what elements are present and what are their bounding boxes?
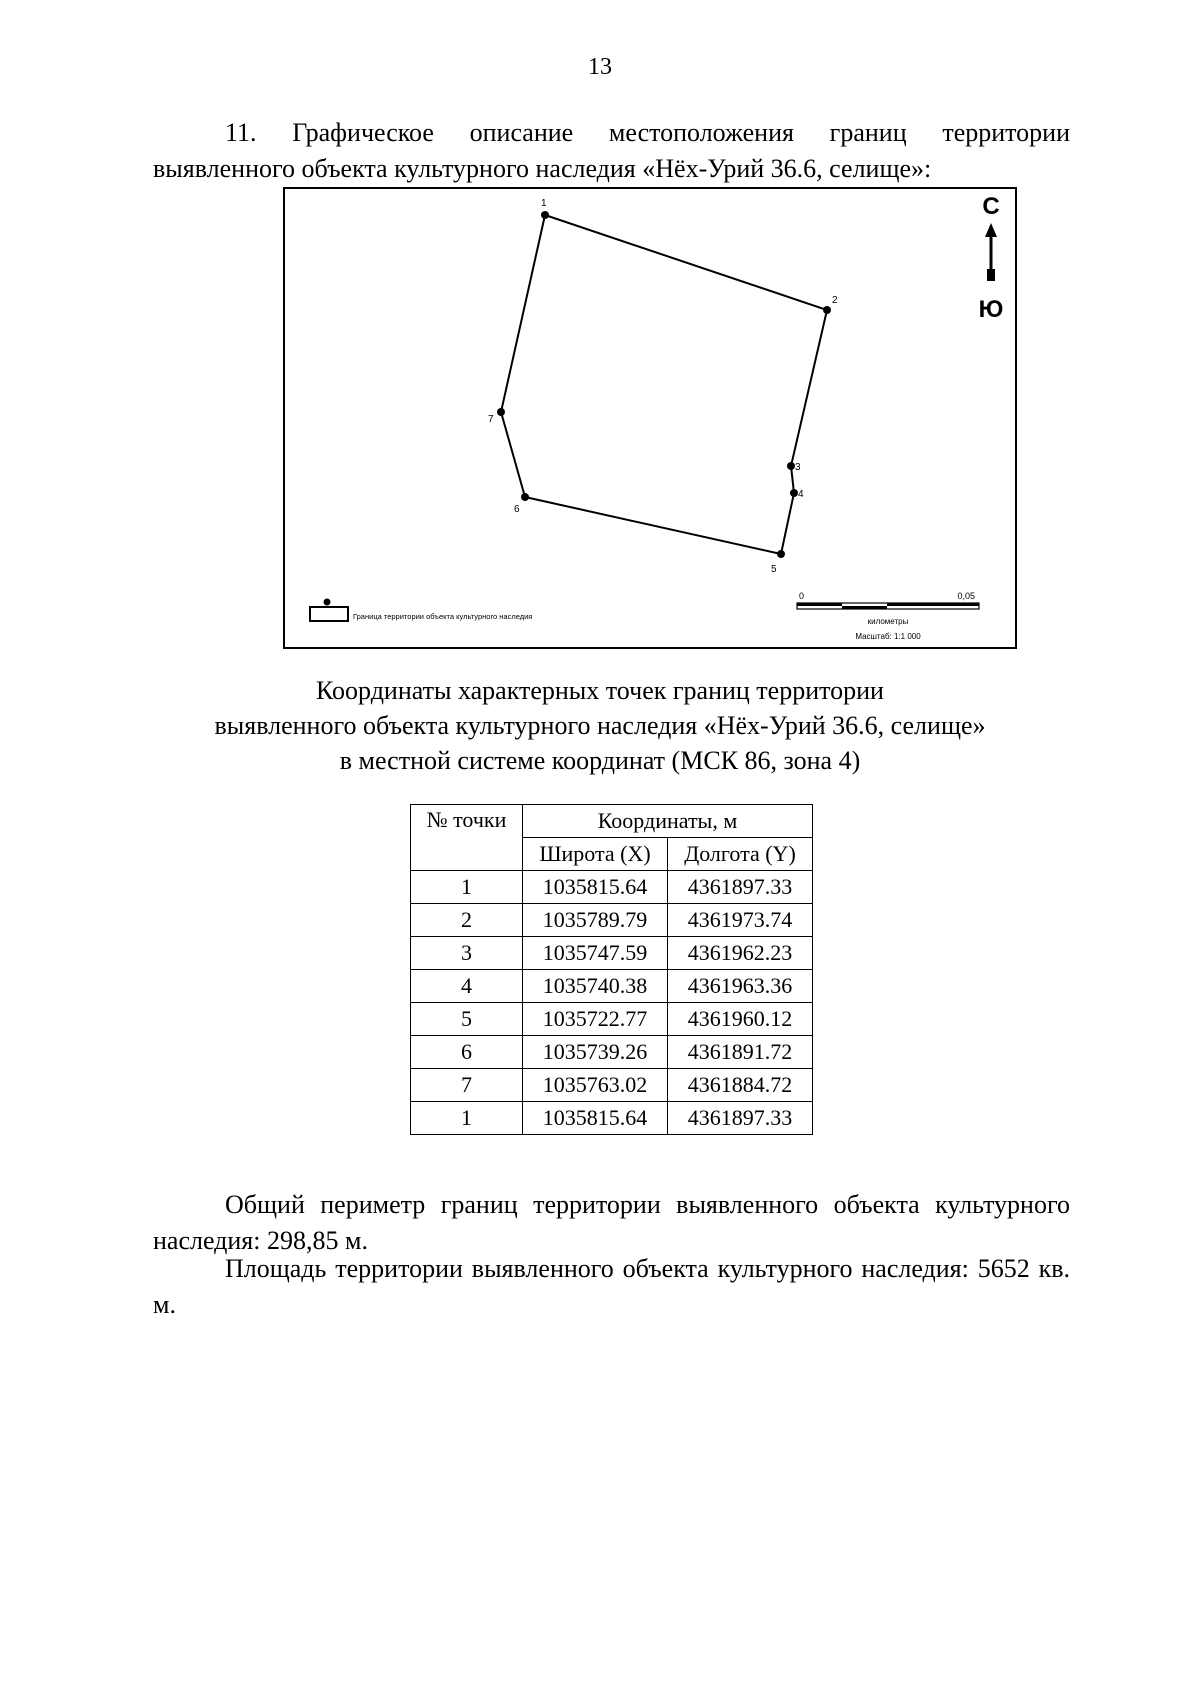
- table-row: [411, 871, 813, 904]
- cell-y: 4361891.72: [668, 1036, 813, 1069]
- cell-x: 1035747.59: [523, 937, 668, 970]
- vertex-label: 6: [514, 504, 520, 515]
- vertex-label: 7: [488, 414, 494, 425]
- coordinates-table: [410, 804, 813, 1135]
- cell-point: 3: [411, 937, 523, 970]
- cell-point: 5: [411, 1003, 523, 1036]
- table-caption-line: Координаты характерных точек границ территории: [316, 676, 884, 705]
- scale-end-label: 0,05: [957, 591, 975, 601]
- table-row: [411, 1003, 813, 1036]
- cell-point: 2: [411, 904, 523, 937]
- page-number: 13: [588, 54, 612, 80]
- cell-x: 1035763.02: [523, 1069, 668, 1102]
- header-point: № точки: [411, 805, 523, 871]
- cell-x: 1035789.79: [523, 904, 668, 937]
- scale-bar-segment: [797, 603, 842, 606]
- cell-point: 6: [411, 1036, 523, 1069]
- cell-x: 1035739.26: [523, 1036, 668, 1069]
- cell-x: 1035722.77: [523, 1003, 668, 1036]
- table-row: [411, 1069, 813, 1102]
- vertex-marker: [823, 306, 831, 314]
- vertex-marker: [497, 408, 505, 416]
- table-row: [411, 970, 813, 1003]
- cell-y: 4361897.33: [668, 871, 813, 904]
- cell-point: 4: [411, 970, 523, 1003]
- vertex-marker: [790, 489, 798, 497]
- vertex-marker: [787, 462, 795, 470]
- cell-y: 4361884.72: [668, 1069, 813, 1102]
- header-coords: Координаты, м: [523, 805, 813, 838]
- perimeter-paragraph: [153, 1187, 1070, 1259]
- table-caption-line: в местной системе координат (МСК 86, зона 4): [339, 746, 861, 775]
- cell-x: 1035740.38: [523, 970, 668, 1003]
- north-label: С: [982, 193, 1000, 220]
- scale-text: Масштаб: 1:1 000: [855, 632, 921, 641]
- cell-x: 1035815.64: [523, 871, 668, 904]
- vertex-marker: [777, 550, 785, 558]
- cell-y: 4361962.23: [668, 937, 813, 970]
- vertex-label: 2: [832, 295, 838, 306]
- cell-x: 1035815.64: [523, 1102, 668, 1135]
- vertex-label: 1: [541, 198, 547, 209]
- legend-vertex-marker: [324, 599, 331, 606]
- cell-point: 7: [411, 1069, 523, 1102]
- scale-bar-segment: [887, 603, 979, 606]
- table-caption-line: выявленного объекта культурного наследия «Нёх-Урий 36.6, селище»: [214, 711, 986, 740]
- section-heading-text: 11. Графическое описание местоположения границ территории выявленного объекта культурного наследия «Нёх-Урий 36.6, селище»:: [153, 118, 1070, 183]
- table-row: [411, 1102, 813, 1135]
- vertex-label: 5: [771, 564, 777, 575]
- table-caption: [0, 673, 1200, 778]
- table-row: [411, 1036, 813, 1069]
- table-row: [411, 937, 813, 970]
- cell-y: 4361897.33: [668, 1102, 813, 1135]
- area-paragraph: [153, 1251, 1070, 1323]
- cell-y: 4361960.12: [668, 1003, 813, 1036]
- table-row: [411, 904, 813, 937]
- scale-start-label: 0: [799, 591, 805, 601]
- scale-units-label: километры: [867, 617, 909, 626]
- north-arrow-icon: [985, 223, 997, 237]
- cell-point: 1: [411, 871, 523, 904]
- header-x: Широта (X): [523, 838, 668, 871]
- vertex-marker: [541, 211, 549, 219]
- south-label: Ю: [978, 296, 1004, 323]
- boundary-map: [283, 187, 1017, 649]
- perimeter-text: Общий периметр границ территории выявленного объекта культурного наследия: 298,85 м.: [153, 1190, 1070, 1255]
- vertex-label: 3: [795, 462, 801, 473]
- vertex-label: 4: [798, 489, 804, 500]
- legend-label: Граница территории объекта культурного наследия: [353, 612, 533, 621]
- cell-y: 4361963.36: [668, 970, 813, 1003]
- vertex-marker: [521, 493, 529, 501]
- section-heading: [153, 115, 1070, 187]
- scale-bar-segment: [842, 606, 887, 609]
- boundary-polygon: [501, 215, 827, 554]
- header-y: Долгота (Y): [668, 838, 813, 871]
- cell-y: 4361973.74: [668, 904, 813, 937]
- legend-boundary-swatch: [310, 607, 348, 621]
- cell-point: 1: [411, 1102, 523, 1135]
- boundary-map-svg: [285, 189, 1015, 647]
- north-arrow-tail: [987, 269, 995, 281]
- area-text: Площадь территории выявленного объекта культурного наследия: 5652 кв. м.: [153, 1254, 1070, 1319]
